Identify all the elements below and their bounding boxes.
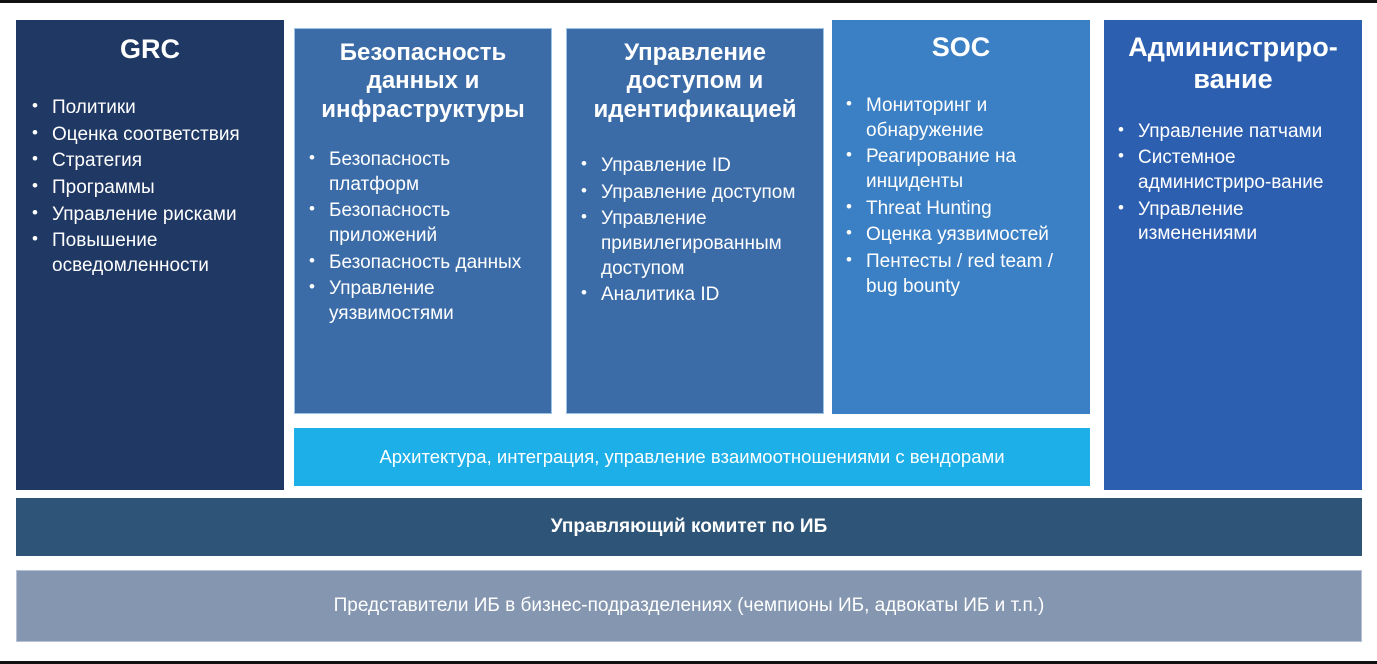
list-item: • Политики (26, 96, 270, 121)
list-item: • Управление патчами (1112, 120, 1354, 145)
list-item: • Управление доступом (575, 181, 815, 206)
list-item: • Системное администриро-вание (1112, 146, 1354, 195)
list-item: • Повышение осведомленности (26, 229, 270, 278)
column-administration[interactable] (1104, 20, 1362, 490)
column-soc-items (840, 94, 1082, 300)
top-divider (0, 0, 1377, 3)
list-item: • Управление рисками (26, 203, 270, 228)
list-item: • Мониторинг и обнаружение (840, 94, 1082, 143)
column-identity-access-management-items (575, 154, 815, 308)
column-data-infrastructure-security-items (303, 148, 543, 327)
list-item: • Оценка уязвимостей (840, 223, 1082, 248)
list-item: • Оценка соответствия (26, 123, 270, 148)
column-administration-items (1112, 120, 1354, 247)
column-grc-items (26, 96, 274, 279)
column-grc[interactable] (16, 20, 284, 490)
band-architecture[interactable]: Архитектура, интеграция, управление взаимоотношениями с вендорами (294, 428, 1090, 486)
column-soc[interactable] (832, 20, 1090, 414)
list-item: • Управление уязвимостями (303, 277, 543, 326)
list-item: • Безопасность данных (303, 251, 543, 276)
column-administration-title: Администриро-вание (1128, 32, 1338, 94)
list-item: • Управление привилегированным доступом (575, 207, 815, 281)
column-data-infrastructure-security[interactable] (294, 28, 552, 414)
list-item: • Безопасность приложений (303, 199, 543, 248)
column-data-infrastructure-security-title: Безопасность данных и инфраструктуры (321, 39, 525, 123)
list-item: • Пентесты / red team / bug bounty (840, 250, 1082, 299)
list-item: • Управление ID (575, 154, 815, 179)
list-item: • Threat Hunting (840, 197, 1082, 222)
list-item: • Управление изменениями (1112, 198, 1354, 247)
column-identity-access-management[interactable] (566, 28, 824, 414)
list-item: • Программы (26, 176, 270, 201)
column-soc-title: SOC (931, 32, 991, 62)
list-item: • Аналитика ID (575, 283, 815, 308)
column-grc-title: GRC (120, 34, 180, 64)
band-business-representatives[interactable]: Представители ИБ в бизнес-подразделениях (чемпионы ИБ, адвокаты ИБ и т.п.) (16, 570, 1362, 642)
list-item: • Безопасность платформ (303, 148, 543, 197)
list-item: • Стратегия (26, 149, 270, 174)
list-item: • Реагирование на инциденты (840, 145, 1082, 194)
column-identity-access-management-title: Управление доступом и идентификацией (593, 39, 797, 123)
band-steering-committee[interactable]: Управляющий комитет по ИБ (16, 498, 1362, 556)
